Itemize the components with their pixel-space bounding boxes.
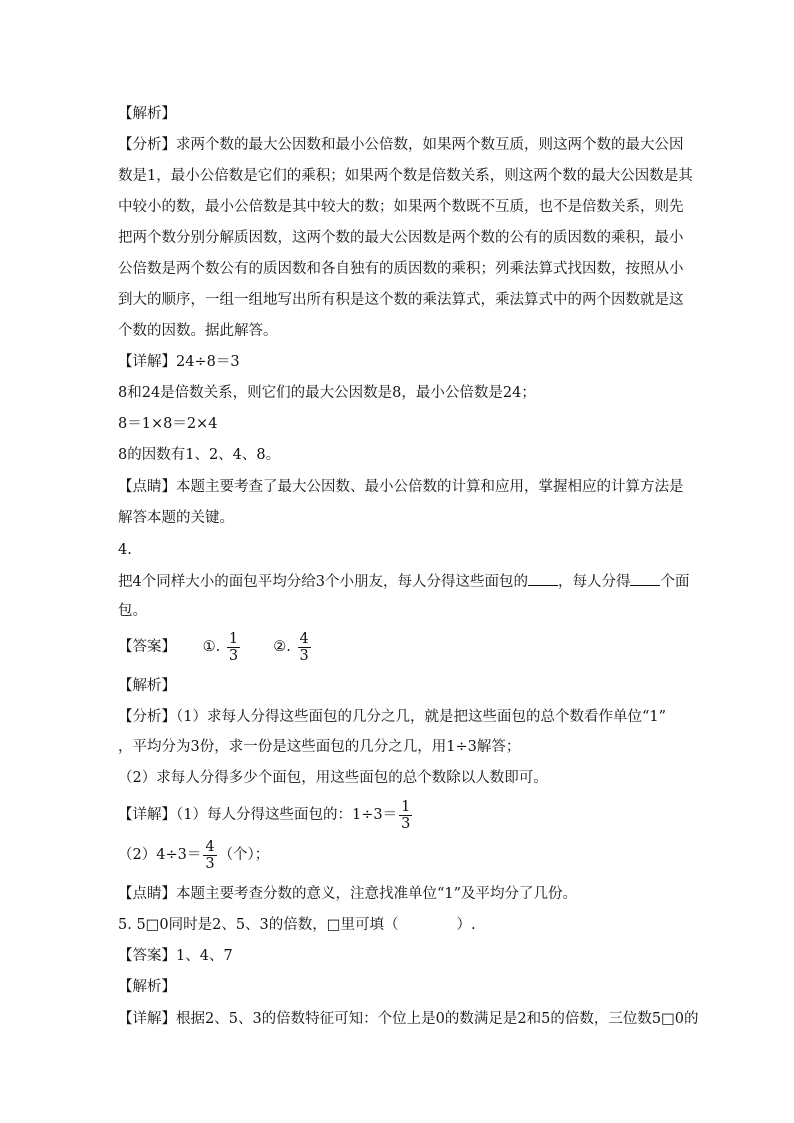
fenxi-line: 公倍数是两个数公有的质因数和各自独有的质因数的乘积；列乘法算式找因数，按照从小 [118,261,684,277]
detail-line: （2）4÷3＝ $\frac{4}{3}$ （个）； [118,838,270,872]
jiexi-heading: 【解析】 [118,678,176,694]
fraction-one-third: $\frac{1}{3}$ [401,798,411,832]
fraction-four-thirds: $\frac{4}{3}$ [299,630,309,664]
fenxi-line: 个数的因数。据此解答。 [118,323,278,339]
answer-blank [630,571,660,586]
fenxi-line: 【分析】（1）求每人分得这些面包的几分之几，就是把这些面包的总个数看作单位“1” [118,709,667,725]
answer-blank [528,571,558,586]
fenxi-line: （2）求每人分得多少个面包，用这些面包的总个数除以人数即可。 [118,770,548,786]
question-stem [118,571,689,592]
fenxi-line: 把两个数分别分解质因数，这两个数的最大公因数是两个数的公有的质因数的乘积，最小 [118,230,684,246]
fenxi-line: 到大的顺序，一组一组地写出所有积是这个数的乘法算式，乘法算式中的两个因数就是这 [118,292,684,308]
fenxi-line: ，平均分为3份，求一份是这些面包的几分之几，用1÷3解答； [118,739,521,755]
stem-text: 把4个同样大小的面包平均分给3个小朋友，每人分得这些面包的 [118,574,528,590]
answer-line [118,628,313,668]
stem-text: 个面 [660,574,690,590]
fenxi-line: 数是1，最小公倍数是它们的乘积；如果两个数是倍数关系，则这两个数的最大公因数是其 [118,168,693,184]
question-number: 4. [118,542,132,558]
fenxi-line: 【分析】求两个数的最大公因数和最小公倍数，如果两个数互质，则这两个数的最大公因 [118,137,684,153]
question-stem-cont: 包。 [118,603,147,619]
dianjing-line: 【点睛】本题主要考查分数的意义，注意找准单位“1”及平均分了几份。 [118,886,578,902]
stem-text: ，每人分得 [557,574,631,590]
fraction-one-third: $\frac{1}{3}$ [228,630,239,664]
detail-line: 【详解】（1）每人分得这些面包的：1÷3＝ $\frac{1}{3}$ [118,798,411,832]
answer-label: 【答案】 [118,639,176,655]
fraction-four-thirds: $\frac{4}{3}$ [205,838,215,872]
xiangjie-line: 【详解】24÷8＝3 [118,354,240,370]
answer-mark: ①. [202,639,221,655]
detail-line: 【详解】根据2、5、3的倍数特征可知：个位上是0的数满足是2和5的倍数，三位数5□0的 [118,1011,699,1027]
xiangjie-line: 8＝1×8＝2×4 [118,416,218,432]
xiangjie-line: 8的因数有1、2、4、8。 [118,447,281,463]
fenxi-line: 中较小的数，最小公倍数是其中较大的数；如果两个数既不互质，也不是倍数关系，则先 [118,199,684,215]
answer-mark: ②. [273,639,291,655]
dianjing-line: 解答本题的关键。 [118,510,234,526]
jiexi-heading: 【解析】 [118,979,176,995]
jiexi-heading: 【解析】 [118,106,176,122]
answer-line: 【答案】1、4、7 [118,948,233,964]
question-stem: 5. 5□0同时是2、5、3的倍数，□里可填（ ）. [118,917,476,933]
dianjing-line: 【点睛】本题主要考查了最大公因数、最小公倍数的计算和应用，掌握相应的计算方法是 [118,479,684,495]
xiangjie-line: 8和24是倍数关系，则它们的最大公因数是8，最小公倍数是24； [118,385,536,401]
